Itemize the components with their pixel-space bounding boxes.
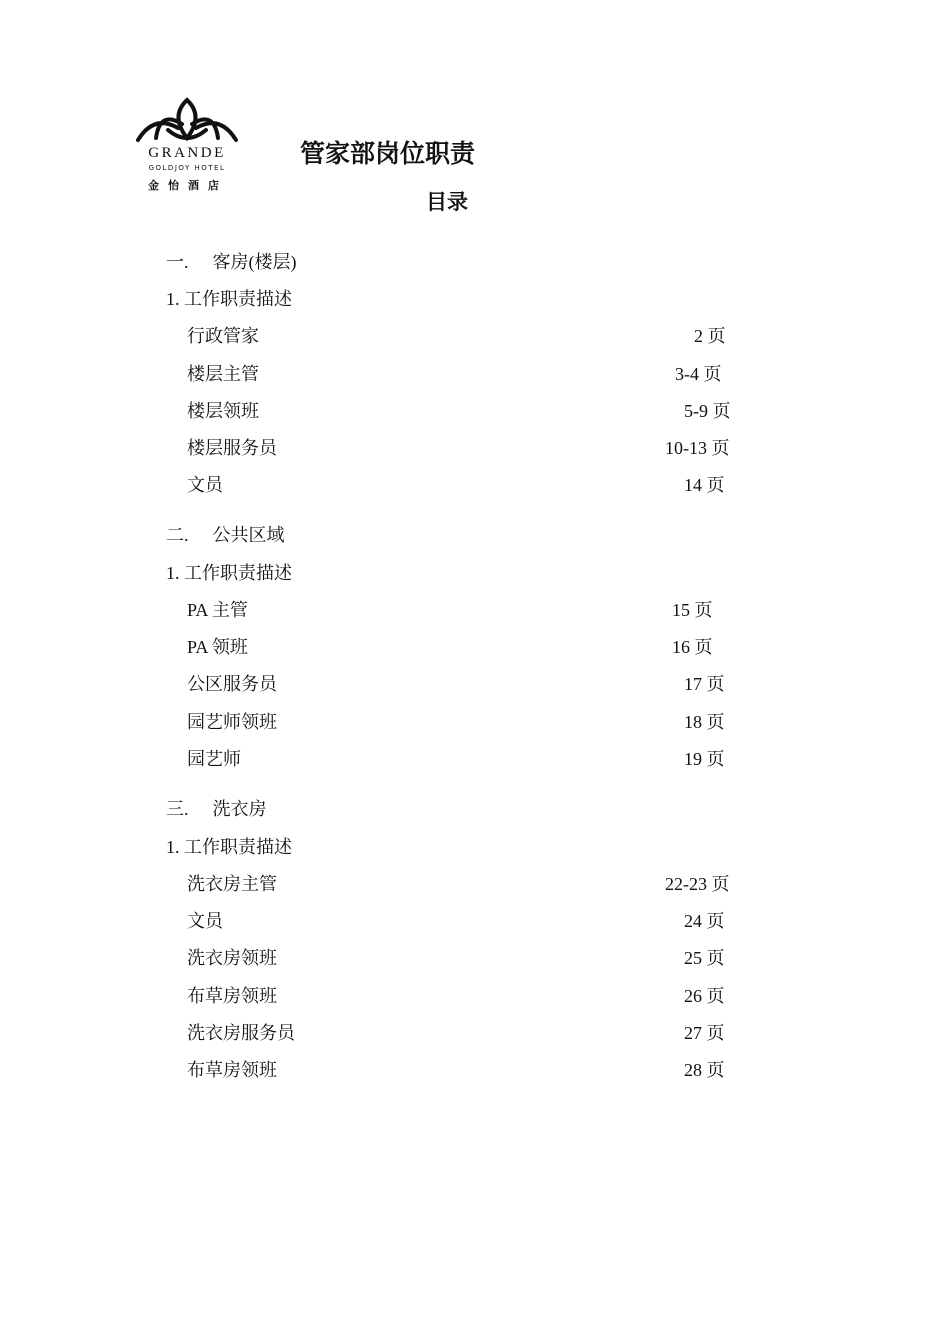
- section-name: 客房(楼层): [212, 252, 297, 272]
- section-subheading: 1. 工作职责描述: [166, 563, 292, 583]
- toc-item-label: 行政管家: [187, 326, 259, 346]
- toc-item-label: 楼层主管: [187, 364, 259, 384]
- section-number: 一.: [166, 252, 189, 272]
- toc-item-page: 22-23 页: [665, 874, 730, 894]
- section-name: 公共区域: [212, 525, 285, 545]
- toc-item-page: 16 页: [672, 637, 713, 657]
- logo-chinese-name: 金怡酒店: [148, 179, 228, 192]
- toc-item-label: 园艺师领班: [187, 712, 277, 732]
- document-title: 管家部岗位职责: [300, 139, 476, 168]
- logo-subtitle: GOLDJOY HOTEL: [148, 164, 226, 172]
- toc-item-page: 25 页: [684, 948, 725, 968]
- section-subheading: 1. 工作职责描述: [166, 289, 292, 309]
- toc-item-page: 27 页: [684, 1023, 725, 1043]
- toc-item-page: 24 页: [684, 911, 725, 931]
- section-heading: [166, 523, 285, 547]
- toc-item-label: 洗衣房主管: [187, 874, 277, 894]
- toc-item-label: 洗衣房服务员: [187, 1023, 295, 1043]
- section-number: 三.: [166, 799, 189, 819]
- logo-brand-text: GRANDE: [148, 145, 226, 161]
- toc-heading: 目录: [426, 190, 468, 214]
- toc-item-label: 洗衣房领班: [187, 948, 277, 968]
- toc-item-page: 17 页: [684, 674, 725, 694]
- toc-item-page: 19 页: [684, 749, 725, 769]
- toc-item-page: 5-9 页: [684, 401, 731, 421]
- toc-item-page: 3-4 页: [675, 364, 722, 384]
- toc-item-label: 布草房领班: [187, 1060, 277, 1080]
- section-number: 二.: [166, 525, 189, 545]
- section-heading: [166, 797, 267, 821]
- toc-item-page: 10-13 页: [665, 438, 730, 458]
- hotel-logo: [126, 96, 248, 196]
- lotus-emblem-icon: [126, 96, 248, 146]
- toc-item-page: 14 页: [684, 475, 725, 495]
- toc-item-label: PA 主管: [187, 600, 248, 620]
- toc-item-page: 26 页: [684, 986, 725, 1006]
- toc-item-label: 楼层领班: [187, 401, 259, 421]
- toc-item-page: 18 页: [684, 712, 725, 732]
- toc-item-label: PA 领班: [187, 637, 248, 657]
- toc-item-page: 15 页: [672, 600, 713, 620]
- toc-item-label: 文员: [187, 911, 223, 931]
- toc-item-label: 公区服务员: [187, 674, 277, 694]
- section-subheading: 1. 工作职责描述: [166, 837, 292, 857]
- toc-item-label: 园艺师: [187, 749, 241, 769]
- toc-item-label: 楼层服务员: [187, 438, 277, 458]
- toc-item-page: 28 页: [684, 1060, 725, 1080]
- toc-item-page: 2 页: [694, 326, 726, 346]
- section-name: 洗衣房: [212, 799, 267, 819]
- section-heading: [166, 250, 297, 274]
- toc-item-label: 文员: [187, 475, 223, 495]
- toc-item-label: 布草房领班: [187, 986, 277, 1006]
